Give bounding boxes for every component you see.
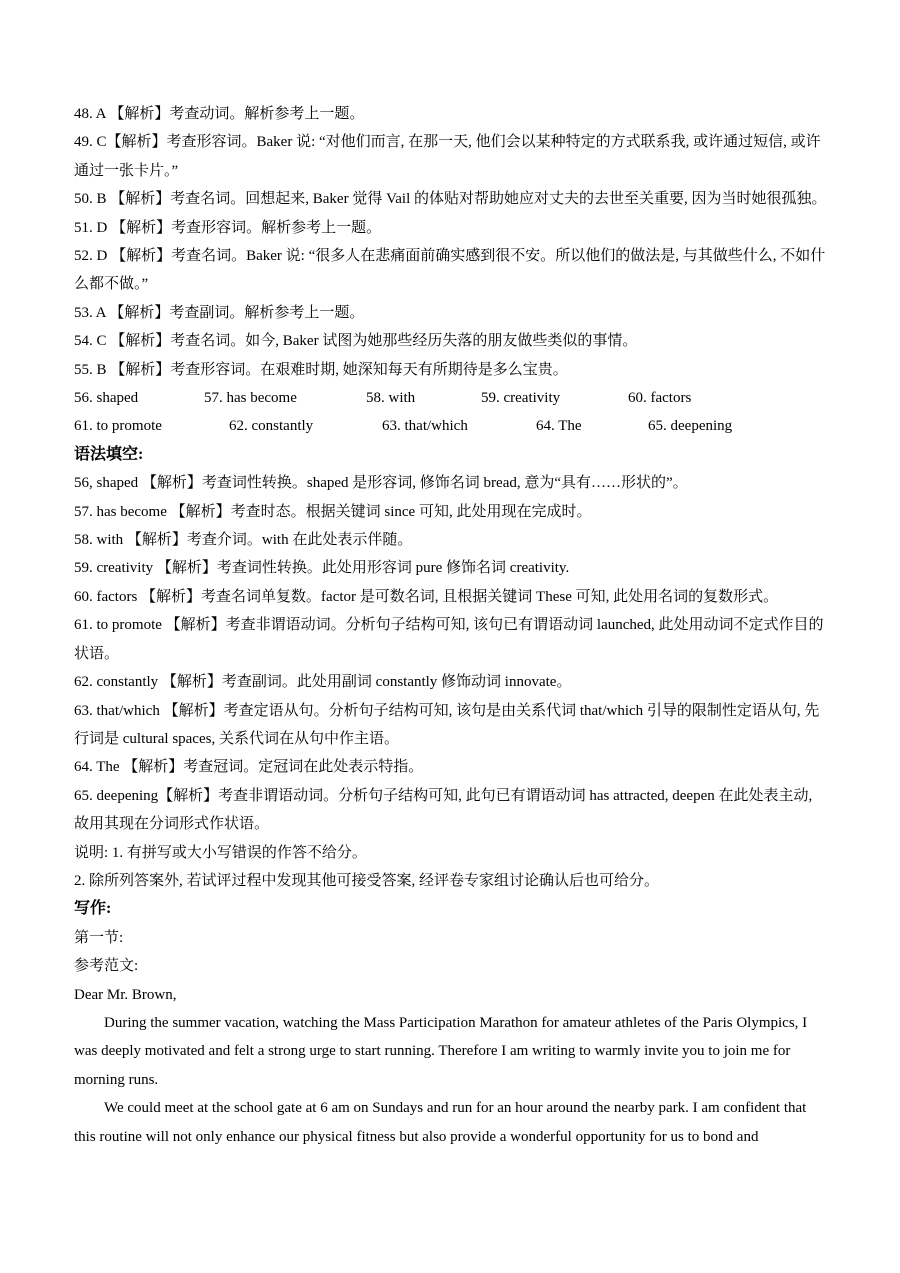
answer-key-62: 62. constantly (229, 418, 314, 435)
page-content (74, 100, 830, 1151)
answer-54: 54. C 【解析】考查名词。如今, Baker 试图为她那些经历失落的朋友做些类似的事情。 (74, 333, 638, 350)
grammar-item-57: 57. has become 【解析】考查时态。根据关键词 since 可知, 此处用现在完成时。 (74, 503, 592, 520)
grammar-item-63: 63. that/which 【解析】考查定语从句。分析句子结构可知, 该句是由关系代词 that/which 引导的限制性定语从句, 先行词是 cultural spaces, 关系代词在从句中作主语。 (74, 702, 820, 747)
answer-49: 49. C【解析】考查形容词。Baker 说: “对他们而言, 在那一天, 他们会以某种特定的方式联系我, 或许通过短信, 或许通过一张卡片。” (74, 134, 821, 179)
sample-essay-label: 参考范文: (74, 958, 139, 975)
answer-key-57: 57. has become (204, 390, 297, 407)
grammar-heading: 语法填空: (74, 445, 144, 463)
grammar-item-56: 56, shaped 【解析】考查词性转换。shaped 是形容词, 修饰名词 bread, 意为“具有……形状的”。 (74, 475, 688, 492)
answer-53: 53. A 【解析】考查副词。解析参考上一题。 (74, 304, 365, 321)
answer-key-64: 64. The (536, 418, 582, 435)
answer-key-row-2 (74, 412, 830, 440)
grammar-item-60: 60. factors 【解析】考查名词单复数。factor 是可数名词, 且根据关键词 These 可知, 此处用名词的复数形式。 (74, 588, 779, 605)
answer-50: 50. B 【解析】考查名词。回想起来, Baker 觉得 Vail 的体贴对帮助她应对丈夫的去世至关重要, 因为当时她很孤独。 (74, 191, 827, 208)
answer-key-61: 61. to promote (74, 418, 162, 435)
answer-55: 55. B 【解析】考查形容词。在艰难时期, 她深知每天有所期待是多么宝贵。 (74, 361, 568, 378)
letter-salutation: Dear Mr. Brown, (74, 986, 177, 1003)
grammar-note-1: 说明: 1. 有拼写或大小写错误的作答不给分。 (74, 844, 367, 861)
answer-key-row-1 (74, 384, 830, 412)
answer-48: 48. A 【解析】考查动词。解析参考上一题。 (74, 106, 365, 122)
letter-paragraph-2: We could meet at the school gate at 6 am on Sundays and run for an hour around the nearby park. I am confident that this routine will not only enhance our physical fitness but also provide a wonderful opportunity for us to bond and (74, 1100, 807, 1145)
answer-key-56: 56. shaped (74, 390, 139, 407)
answer-52: 52. D 【解析】考查名词。Baker 说: “很多人在悲痛面前确实感到很不安。所以他们的做法是, 与其做些什么, 不如什么都不做。” (74, 248, 826, 293)
answer-key-65: 65. deepening (648, 418, 733, 435)
answer-51: 51. D 【解析】考查形容词。解析参考上一题。 (74, 219, 382, 236)
grammar-item-58: 58. with 【解析】考查介词。with 在此处表示伴随。 (74, 532, 413, 549)
grammar-item-65: 65. deepening【解析】考查非谓语动词。分析句子结构可知, 此句已有谓语动词 has attracted, deepen 在此处表主动, 故用其现在分词形式作状语。 (74, 787, 813, 833)
answer-key-60: 60. factors (628, 390, 692, 407)
letter-paragraph-1: During the summer vacation, watching the Mass Participation Marathon for amateur athletes of the Paris Olympics, I was deeply motivated and felt a strong urge to start running. Therefore I am writing to warmly invite you to join me for morning runs. (74, 1014, 808, 1088)
grammar-item-64: 64. The 【解析】考查冠词。定冠词在此处表示特指。 (74, 759, 424, 776)
writing-section-label: 第一节: (74, 929, 124, 946)
writing-heading: 写作: (74, 900, 112, 918)
grammar-item-62: 62. constantly 【解析】考查副词。此处用副词 constantly 修饰动词 innovate。 (74, 674, 572, 691)
grammar-item-59: 59. creativity 【解析】考查词性转换。此处用形容词 pure 修饰名词 creativity. (74, 560, 570, 577)
grammar-note-2: 2. 除所列答案外, 若试评过程中发现其他可接受答案, 经评卷专家组讨论确认后也可给分。 (74, 872, 660, 889)
answer-key-63: 63. that/which (382, 418, 468, 435)
grammar-item-61: 61. to promote 【解析】考查非谓语动词。分析句子结构可知, 该句已有谓语动词 launched, 此处用动词不定式作目的状语。 (74, 617, 824, 662)
answer-key-59: 59. creativity (481, 390, 561, 407)
answer-key-58: 58. with (366, 390, 416, 407)
